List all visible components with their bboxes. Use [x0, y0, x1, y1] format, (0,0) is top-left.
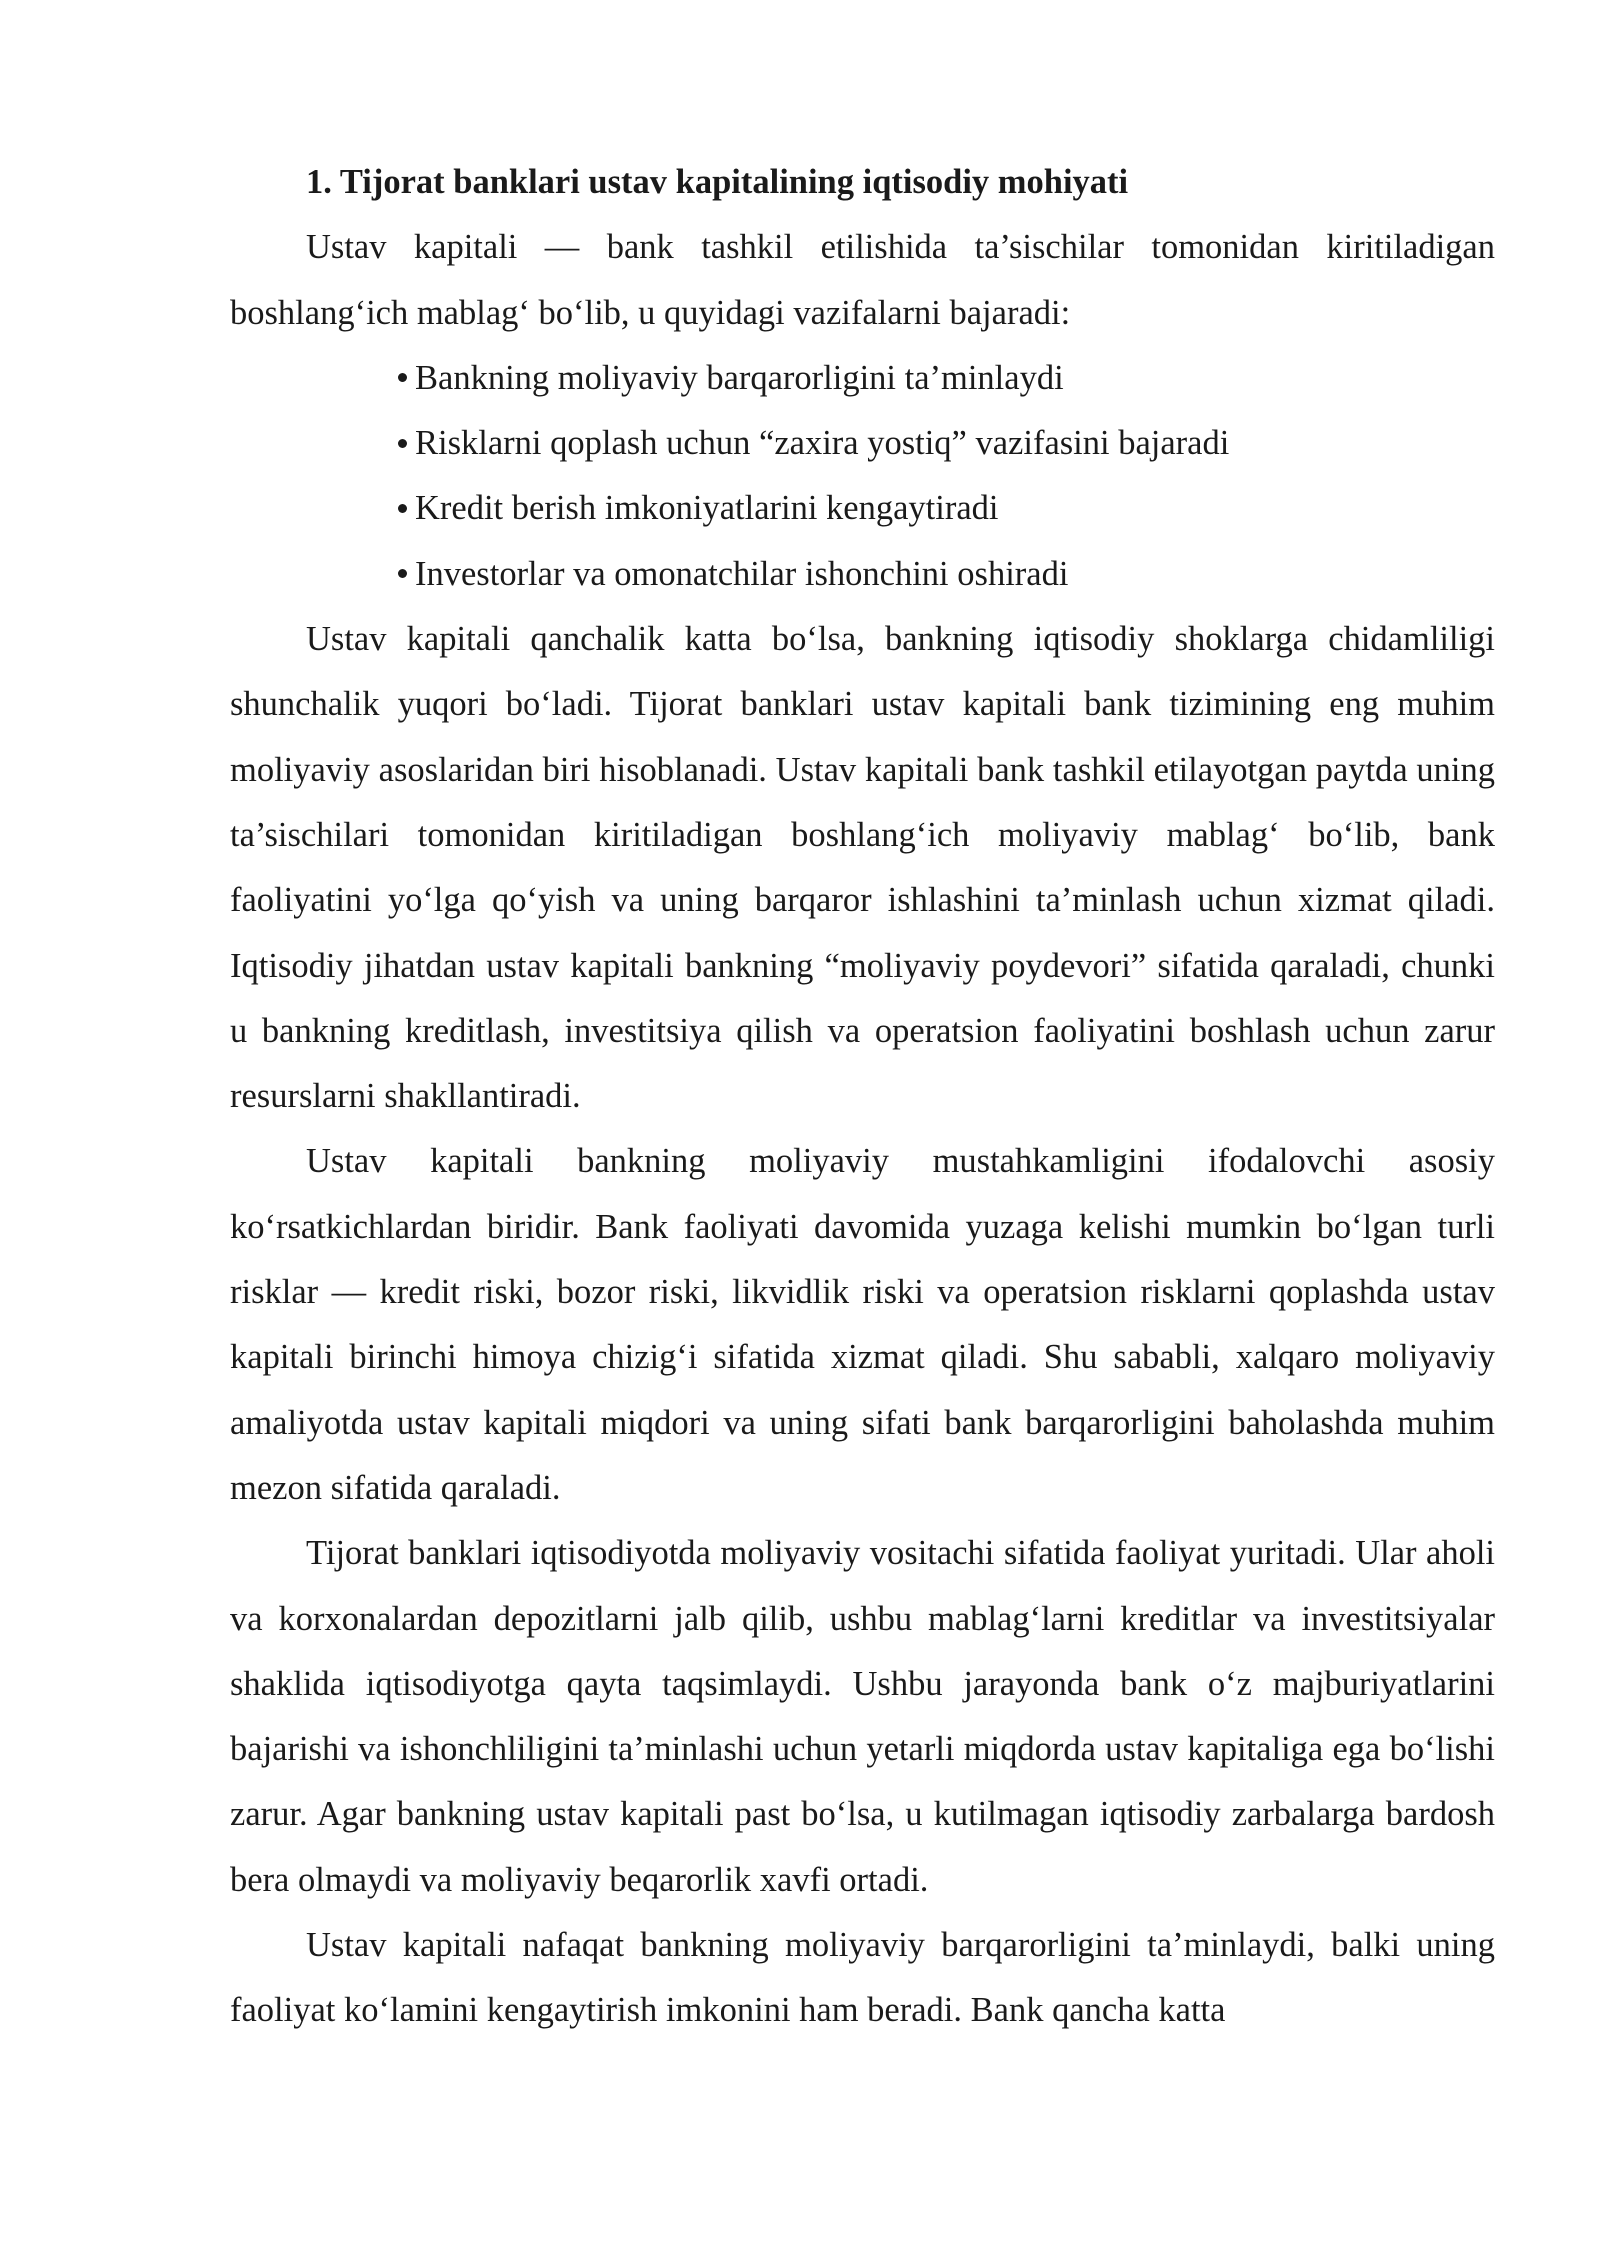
section-heading: 1. Tijorat banklari ustav kapitalining iqtisodiy mohiyati [306, 163, 1129, 201]
bullet-icon [398, 373, 407, 382]
list-item-text: Risklarni qoplash uchun “zaxira yostiq” vazifasini bajaradi [415, 424, 1230, 463]
list-item-text: Kredit berish imkoniyatlarini kengaytiradi [415, 489, 999, 528]
function-list [230, 346, 1495, 607]
list-item [398, 346, 1495, 411]
body-paragraph: Ustav kapitali nafaqat bankning moliyaviy barqarorligini ta’minlaydi, balki uning faoliyat ko‘lamini kengaytirish imkonini ham beradi. Bank qancha katta [230, 1926, 1495, 2030]
list-item [398, 476, 1495, 541]
body-paragraph: Tijorat banklari iqtisodiyotda moliyaviy vositachi sifatida faoliyat yuritadi. Ular aholi va korxonalardan depozitlarni jalb qilib, ushbu mablag‘larni kreditlar va investitsiyalar shaklida iqtisodiyotga qayta taqsimlaydi. Ushbu jarayonda bank o‘z majburiyatlarini bajarishi va ishonchliligini ta’minlashi uchun yetarli miqdorda ustav kapitaliga ega bo‘lishi zarur. Agar bankning ustav kapitali past bo‘lsa, u kutilmagan iqtisodiy zarbalarga bardosh bera olmaydi va moliyaviy beqarorlik xavfi ortadi. [230, 1534, 1495, 1899]
bullet-icon [398, 504, 407, 513]
intro-paragraph: Ustav kapitali — bank tashkil etilishida ta’sischilar tomonidan kiritiladigan boshlang‘ich mablag‘ bo‘lib, u quyidagi vazifalarni bajaradi: [230, 228, 1495, 332]
list-item-text: Bankning moliyaviy barqarorligini ta’minlaydi [415, 358, 1064, 397]
body-paragraph: Ustav kapitali qanchalik katta bo‘lsa, bankning iqtisodiy shoklarga chidamliligi shunchalik yuqori bo‘ladi. Tijorat banklari ustav kapitali bank tizimining eng muhim moliyaviy asoslaridan biri hisoblanadi. Ustav kapitali bank tashkil etilayotgan paytda uning ta’sischilari tomonidan kiritiladigan boshlang‘ich moliyaviy mablag‘ bo‘lib, bank faoliyatini yo‘lga qo‘yish va uning barqaror ishlashini ta’minlash uchun xizmat qiladi. Iqtisodiy jihatdan ustav kapitali bankning “moliyaviy poydevori” sifatida qaraladi, chunki u bankning kreditlash, investitsiya qilish va operatsion faoliyatini boshlash uchun zarur resurslarni shakllantiradi. [230, 620, 1495, 1116]
list-item [398, 542, 1495, 607]
bullet-icon [398, 569, 407, 578]
list-item-text: Investorlar va omonatchilar ishonchini oshiradi [415, 554, 1069, 593]
bullet-icon [398, 439, 407, 448]
body-paragraph: Ustav kapitali bankning moliyaviy mustahkamligini ifodalovchi asosiy ko‘rsatkichlardan biridir. Bank faoliyati davomida yuzaga kelishi mumkin bo‘lgan turli risklar — kredit riski, bozor riski, likvidlik riski va operatsion risklarni qoplashda ustav kapitali birinchi himoya chizig‘i sifatida xizmat qiladi. Shu sababli, xalqaro moliyaviy amaliyotda ustav kapitali miqdori va uning sifati bank barqarorligini baholashda muhim mezon sifatida qaraladi. [230, 1142, 1495, 1507]
list-item [398, 411, 1495, 476]
document-body [230, 150, 1495, 2044]
